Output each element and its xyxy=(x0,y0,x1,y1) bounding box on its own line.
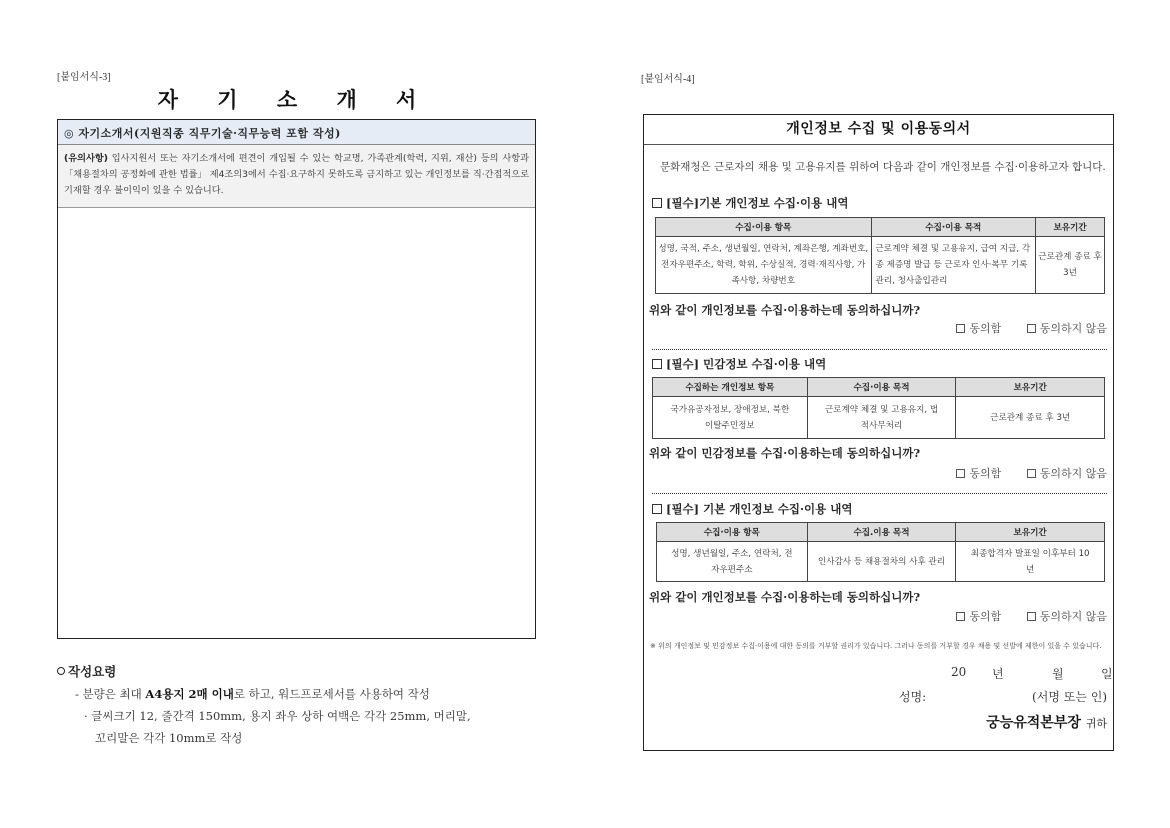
guide-line-length xyxy=(75,683,547,705)
column-header: 보유기간 xyxy=(956,523,1105,542)
consent-intro: 문화재청은 근로자의 채용 및 고용유지를 위하여 다음과 같이 개인정보를 수집·이용하고자 합니다. xyxy=(660,161,1106,173)
signature-label: 성명: xyxy=(899,690,927,704)
page-title-self-introduction: 자 기 소 개 서 xyxy=(157,87,433,112)
form-tag-4: [붙임서식-4] xyxy=(641,74,695,85)
post-management-consent-question: 위와 같이 개인정보를 수집·이용하는데 동의하십니까? xyxy=(649,590,921,604)
table-cell: 최종합격자 발표일 이후부터 10년 xyxy=(956,542,1105,582)
writing-guide xyxy=(57,662,547,749)
section-basic-info-title xyxy=(652,195,848,211)
recipient-name: 궁능유적본부장 xyxy=(986,715,1081,731)
checkbox-icon[interactable] xyxy=(652,504,662,514)
day-label: 일 xyxy=(1101,667,1113,681)
table-row xyxy=(657,542,1105,582)
caution-notice xyxy=(58,145,535,208)
post-management-table xyxy=(656,522,1105,582)
guide-line-format: · 글씨크기 12, 줄간격 150mm, 용지 좌우 상하 여백은 각각 25mm, 머리말, xyxy=(84,709,471,723)
self-introduction-body-field[interactable] xyxy=(58,208,535,636)
column-header: 수집·이용 목적 xyxy=(871,218,1036,237)
guide-line-1-bold: A4용지 2매 이내 xyxy=(145,687,234,701)
column-header: 수집·이용 항목 xyxy=(657,523,808,542)
basic-info-table xyxy=(655,217,1105,294)
agree-option[interactable] xyxy=(956,322,1001,335)
guide-line-1-suffix: 로 하고, 워드프로세서를 사용하여 작성 xyxy=(233,687,430,701)
refusal-right-footnote: ※ 위의 개인정보 및 민감정보 수집·이용에 대한 동의를 거부할 권리가 있습니다. 그러나 동의를 거부할 경우 채용 및 선발에 제한이 있을 수 있습니다. xyxy=(650,642,1102,650)
column-header: 수집하는 개인정보 항목 xyxy=(653,378,808,397)
agree-label: 동의함 xyxy=(969,610,1002,623)
table-cell: 국가유공자정보, 장애정보, 북한이탈주민정보 xyxy=(653,397,808,439)
section-3-title-text: [필수] 기본 개인정보 수집·이용 내역 xyxy=(666,502,853,516)
caution-text: 입사지원서 또는 자기소개서에 편견이 개입될 수 있는 학교명, 가족관계(학력, 지위, 재산) 등의 사항과 「채용절차의 공정화에 관한 법률」 제4조의3에서 수집·요구하지 못하도록 금지하고 있는 개인정보를 직·간접적으로 기재할 경우 불이익이 있을 수 있습니다. xyxy=(64,153,529,196)
post-management-consent-options xyxy=(934,608,1107,624)
signature-hint: (서명 또는 인) xyxy=(1032,690,1107,704)
sensitive-info-consent-question: 위와 같이 민감정보를 수집·이용하는데 동의하십니까? xyxy=(649,446,921,460)
disagree-label: 동의하지 않음 xyxy=(1039,610,1107,623)
self-introduction-box xyxy=(57,119,536,639)
column-header: 보유기간 xyxy=(956,378,1105,397)
disagree-label: 동의하지 않음 xyxy=(1039,322,1107,335)
checkbox-icon[interactable] xyxy=(956,612,965,621)
checkbox-icon[interactable] xyxy=(1027,612,1036,621)
section-post-management-title xyxy=(652,501,852,517)
self-introduction-header: ◎ 자기소개서(지원직종 직무기술·직무능력 포함 작성) xyxy=(58,120,535,145)
year-label: 년 xyxy=(992,667,1004,681)
table-cell: 인사감사 등 채용절차의 사후 관리 xyxy=(807,542,956,582)
table-cell: 근로계약 체결 및 고용유지, 급여 지급, 각종 제증명 발급 등 근로자 인사·복무 기록관리, 청사출입관리 xyxy=(871,237,1036,294)
disagree-option[interactable] xyxy=(1027,610,1107,623)
table-cell: 근로관계 종료 후 3년 xyxy=(956,397,1105,439)
table-row xyxy=(653,397,1105,439)
sensitive-info-table xyxy=(652,377,1105,439)
agree-option[interactable] xyxy=(956,467,1001,480)
year-prefix: 20 xyxy=(951,665,967,679)
consent-form-title: 개인정보 수집 및 이용동의서 xyxy=(644,115,1113,145)
dotted-divider xyxy=(652,493,1107,494)
form-tag-3: [붙임서식-3] xyxy=(57,72,111,83)
date-line xyxy=(951,665,1113,681)
checkbox-icon[interactable] xyxy=(1027,324,1036,333)
agree-option[interactable] xyxy=(956,610,1001,623)
guide-line-1-prefix: - 분량은 최대 xyxy=(75,687,146,701)
signature-name-field[interactable] xyxy=(934,685,1014,703)
column-header: 보유기간 xyxy=(1036,218,1105,237)
checkbox-icon[interactable] xyxy=(1027,469,1036,478)
recipient-line xyxy=(986,712,1107,732)
disagree-option[interactable] xyxy=(1027,322,1107,335)
agree-label: 동의함 xyxy=(969,467,1002,480)
sensitive-info-consent-options xyxy=(934,465,1107,481)
column-header: 수집·이용 항목 xyxy=(656,218,872,237)
table-cell: 근로계약 체결 및 고용유지, 법적사무처리 xyxy=(807,397,956,439)
section-sensitive-info-title xyxy=(652,356,826,372)
table-row xyxy=(656,237,1105,294)
guide-title-text: 작성요령 xyxy=(68,664,117,679)
caution-label: (유의사항) xyxy=(64,153,108,164)
table-cell: 근로관계 종료 후 3년 xyxy=(1036,237,1105,294)
guide-line-margins: 꼬리말은 각각 10mm로 작성 xyxy=(95,731,243,745)
basic-info-consent-question: 위와 같이 개인정보를 수집·이용하는데 동의하십니까? xyxy=(649,303,921,317)
checkbox-icon[interactable] xyxy=(652,359,662,369)
disagree-option[interactable] xyxy=(1027,467,1107,480)
agree-label: 동의함 xyxy=(969,322,1002,335)
column-header: 수집·이용 목적 xyxy=(807,378,956,397)
basic-info-consent-options xyxy=(934,320,1107,336)
section-2-title-text: [필수] 민감정보 수집·이용 내역 xyxy=(666,357,827,371)
circle-bullet-icon xyxy=(57,667,65,675)
checkbox-icon[interactable] xyxy=(652,198,662,208)
column-header: 수집.이용 목적 xyxy=(807,523,956,542)
checkbox-icon[interactable] xyxy=(956,469,965,478)
section-1-title-text: [필수]기본 개인정보 수집·이용 내역 xyxy=(666,196,849,210)
table-cell: 성명, 국적, 주소, 생년월일, 연락처, 계좌은행, 계좌번호, 전자우편주소, 학력, 학위, 수상실적, 경력·재직사항, 가족사항, 차량번호 xyxy=(656,237,872,294)
table-cell: 성명, 생년월일, 주소, 연락처, 전자우편주소 xyxy=(657,542,808,582)
consent-form-box xyxy=(643,114,1114,751)
month-label: 월 xyxy=(1052,667,1064,681)
checkbox-icon[interactable] xyxy=(956,324,965,333)
disagree-label: 동의하지 않음 xyxy=(1039,467,1107,480)
recipient-suffix: 귀하 xyxy=(1085,717,1107,730)
guide-title xyxy=(57,662,547,680)
dotted-divider xyxy=(652,349,1107,350)
